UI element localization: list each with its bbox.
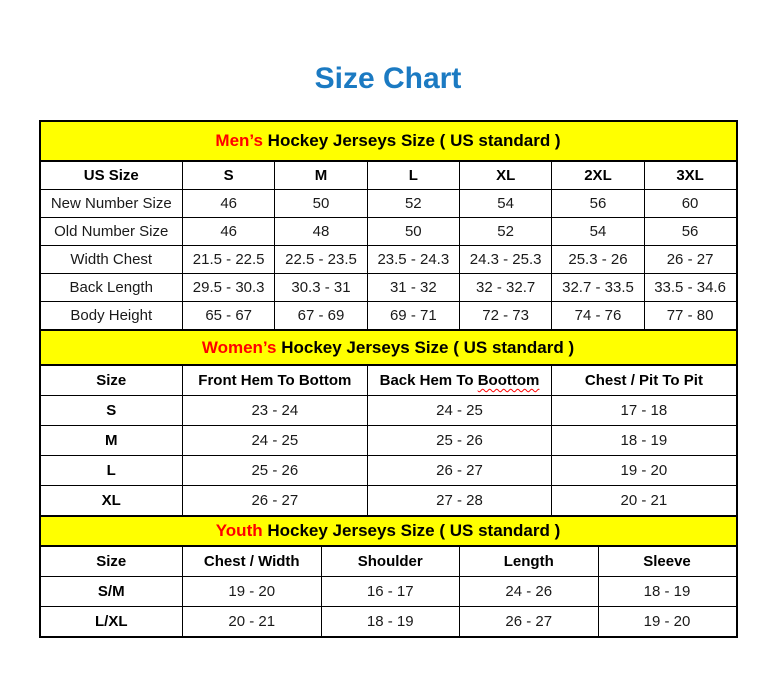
table-cell: 19 - 20 [552, 456, 737, 486]
table-cell: 25 - 26 [183, 456, 368, 486]
column-header: L [367, 161, 459, 190]
table-row [40, 426, 737, 456]
table-cell: 22.5 - 23.5 [275, 246, 367, 274]
row-label: Width Chest [40, 246, 183, 274]
women-size-table [39, 329, 738, 517]
table-cell: 30.3 - 31 [275, 274, 367, 302]
table-cell: 50 [275, 190, 367, 218]
table-cell: 20 - 21 [183, 607, 322, 638]
table-cell: 52 [459, 218, 551, 246]
column-header: S [183, 161, 275, 190]
table-row [40, 456, 737, 486]
table-row [40, 218, 737, 246]
table-cell: 32 - 32.7 [459, 274, 551, 302]
column-header: Back Hem To Boottom [367, 365, 552, 396]
row-label: S [40, 396, 183, 426]
youth-section-title: Youth Hockey Jerseys Size ( US standard ) [40, 516, 737, 546]
column-header: US Size [40, 161, 183, 190]
column-header: Sleeve [598, 546, 737, 577]
table-cell: 18 - 19 [321, 607, 460, 638]
table-cell: 67 - 69 [275, 302, 367, 331]
column-header: Size [40, 546, 183, 577]
row-label: Body Height [40, 302, 183, 331]
column-header: Chest / Width [183, 546, 322, 577]
table-cell: 18 - 19 [598, 577, 737, 607]
table-cell: 27 - 28 [367, 486, 552, 517]
table-row [40, 274, 737, 302]
table-cell: 26 - 27 [644, 246, 736, 274]
table-cell: 24 - 25 [367, 396, 552, 426]
table-cell: 46 [183, 190, 275, 218]
table-cell: 56 [644, 218, 736, 246]
table-cell: 29.5 - 30.3 [183, 274, 275, 302]
table-cell: 69 - 71 [367, 302, 459, 331]
women-section-title: Women’s Hockey Jerseys Size ( US standard ) [40, 330, 737, 365]
row-label: Old Number Size [40, 218, 183, 246]
row-label: L [40, 456, 183, 486]
column-header: 2XL [552, 161, 644, 190]
size-tables [39, 120, 738, 638]
table-cell: 46 [183, 218, 275, 246]
table-cell: 56 [552, 190, 644, 218]
table-cell: 23 - 24 [183, 396, 368, 426]
table-cell: 25.3 - 26 [552, 246, 644, 274]
table-cell: 19 - 20 [598, 607, 737, 638]
row-label: New Number Size [40, 190, 183, 218]
table-cell: 33.5 - 34.6 [644, 274, 736, 302]
row-label: L/XL [40, 607, 183, 638]
table-cell: 31 - 32 [367, 274, 459, 302]
column-header: Chest / Pit To Pit [552, 365, 737, 396]
table-cell: 24 - 26 [460, 577, 599, 607]
men-section-title-highlight: Men’s [215, 131, 263, 150]
size-chart-page [0, 58, 776, 638]
table-cell: 26 - 27 [367, 456, 552, 486]
table-row [40, 302, 737, 331]
misspelled-word: Boottom [477, 372, 540, 389]
table-cell: 16 - 17 [321, 577, 460, 607]
table-cell: 65 - 67 [183, 302, 275, 331]
column-header: Length [460, 546, 599, 577]
column-header: Front Hem To Bottom [183, 365, 368, 396]
table-cell: 74 - 76 [552, 302, 644, 331]
men-section-title: Men’s Hockey Jerseys Size ( US standard ) [40, 121, 737, 161]
men-size-table [39, 120, 738, 331]
table-cell: 26 - 27 [460, 607, 599, 638]
table-row [40, 607, 737, 638]
page-title: Size Chart [314, 62, 462, 95]
row-label: S/M [40, 577, 183, 607]
column-header: XL [459, 161, 551, 190]
table-row [40, 577, 737, 607]
row-label: Back Length [40, 274, 183, 302]
table-cell: 17 - 18 [552, 396, 737, 426]
table-cell: 32.7 - 33.5 [552, 274, 644, 302]
table-cell: 60 [644, 190, 736, 218]
youth-size-table [39, 515, 738, 638]
table-cell: 25 - 26 [367, 426, 552, 456]
table-cell: 23.5 - 24.3 [367, 246, 459, 274]
table-cell: 50 [367, 218, 459, 246]
table-cell: 26 - 27 [183, 486, 368, 517]
table-row [40, 190, 737, 218]
table-cell: 19 - 20 [183, 577, 322, 607]
table-cell: 18 - 19 [552, 426, 737, 456]
table-cell: 20 - 21 [552, 486, 737, 517]
table-cell: 24 - 25 [183, 426, 368, 456]
youth-section-title-highlight: Youth [215, 521, 263, 540]
table-row [40, 396, 737, 426]
table-cell: 72 - 73 [459, 302, 551, 331]
table-row [40, 486, 737, 517]
column-header: 3XL [644, 161, 736, 190]
table-cell: 21.5 - 22.5 [183, 246, 275, 274]
table-cell: 48 [275, 218, 367, 246]
column-header: Shoulder [321, 546, 460, 577]
table-cell: 24.3 - 25.3 [459, 246, 551, 274]
table-cell: 52 [367, 190, 459, 218]
table-cell: 54 [459, 190, 551, 218]
column-header: Size [40, 365, 183, 396]
table-cell: 54 [552, 218, 644, 246]
table-row [40, 246, 737, 274]
table-cell: 77 - 80 [644, 302, 736, 331]
women-section-title-highlight: Women’s [201, 337, 277, 357]
row-label: XL [40, 486, 183, 517]
row-label: M [40, 426, 183, 456]
column-header: M [275, 161, 367, 190]
